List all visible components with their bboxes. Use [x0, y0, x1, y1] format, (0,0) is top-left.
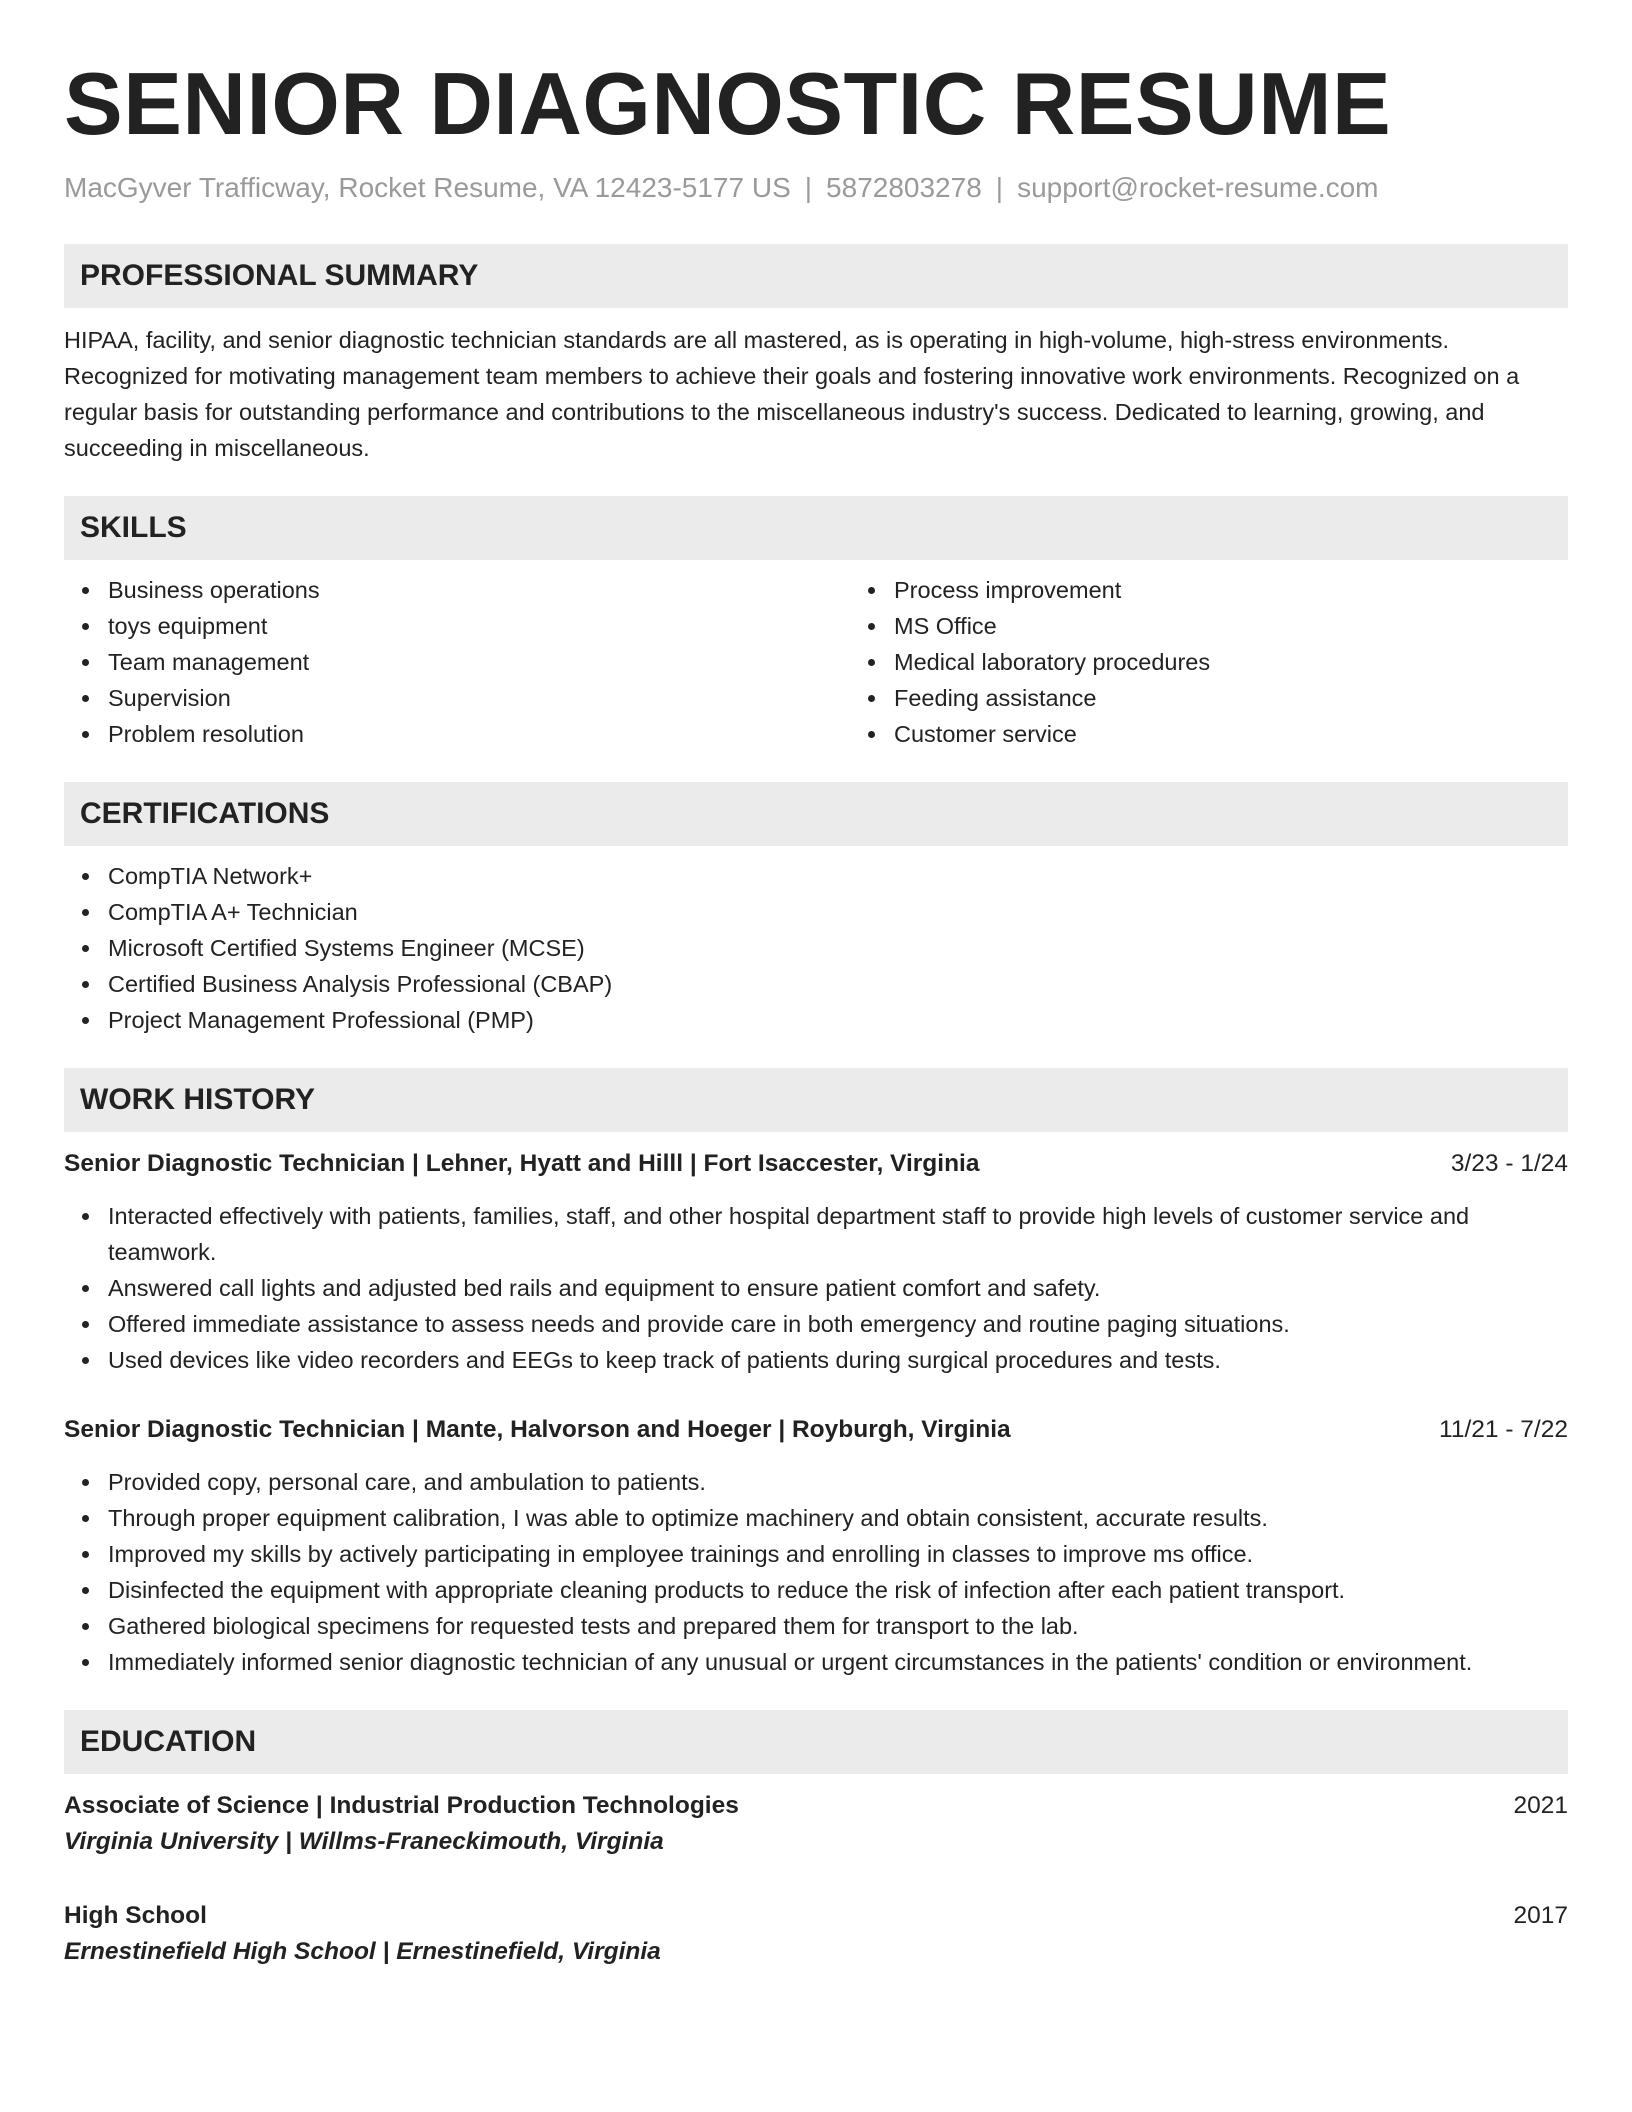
certification-item: CompTIA A+ Technician [108, 894, 1568, 930]
contact-separator: | [804, 172, 813, 203]
skill-item: Supervision [108, 680, 850, 716]
job-bullet: Immediately informed senior diagnostic technician of any unusual or urgent circumstances in the patients' condition or environment. [108, 1644, 1568, 1680]
job-bullet: Offered immediate assistance to assess needs and provide care in both emergency and routine paging situations. [108, 1306, 1568, 1342]
skill-item: Problem resolution [108, 716, 850, 752]
job-bullet: Provided copy, personal care, and ambulation to patients. [108, 1464, 1568, 1500]
education-entry [64, 1788, 1568, 1860]
education-heading: EDUCATION [64, 1710, 1568, 1774]
skills-list [64, 572, 1568, 752]
skill-item: Business operations [108, 572, 850, 608]
job-header [64, 1146, 1568, 1182]
contact-address: MacGyver Trafficway, Rocket Resume, VA 12423-5177 US [64, 172, 791, 203]
skill-item: Process improvement [894, 572, 1594, 608]
summary-heading: PROFESSIONAL SUMMARY [64, 244, 1568, 308]
job-bullet: Through proper equipment calibration, I was able to optimize machinery and obtain consistent, accurate results. [108, 1500, 1568, 1536]
education-entry [64, 1898, 1568, 1970]
work-history-heading: WORK HISTORY [64, 1068, 1568, 1132]
skills-column-2 [850, 572, 1594, 752]
skills-column-1 [64, 572, 850, 752]
education-header [64, 1788, 1568, 1824]
job-header [64, 1412, 1568, 1448]
job-bullets [64, 1464, 1568, 1680]
certifications-list [64, 858, 1568, 1038]
contact-line [64, 170, 1568, 206]
skills-heading: SKILLS [64, 496, 1568, 560]
job-title: Senior Diagnostic Technician | Lehner, Hyatt and Hilll | Fort Isaccester, Virginia [64, 1150, 980, 1177]
skill-item: MS Office [894, 608, 1594, 644]
education-year: 2021 [1513, 1792, 1568, 1819]
job-entry [64, 1146, 1568, 1378]
education-year: 2017 [1513, 1902, 1568, 1929]
job-bullet: Improved my skills by actively participating in employee trainings and enrolling in classes to improve ms office. [108, 1536, 1568, 1572]
skill-item: Team management [108, 644, 850, 680]
job-bullet: Answered call lights and adjusted bed rails and equipment to ensure patient comfort and safety. [108, 1270, 1568, 1306]
skill-item: Customer service [894, 716, 1594, 752]
skill-item: Medical laboratory procedures [894, 644, 1594, 680]
job-dates: 11/21 - 7/22 [1439, 1416, 1568, 1443]
contact-separator: | [995, 172, 1004, 203]
education-school: Virginia University | Willms-Franeckimouth, Virginia [64, 1828, 664, 1855]
job-entry [64, 1412, 1568, 1680]
contact-phone: 5872803278 [826, 172, 982, 203]
resume-title: SENIOR DIAGNOSTIC RESUME [64, 54, 1392, 153]
job-title: Senior Diagnostic Technician | Mante, Halvorson and Hoeger | Royburgh, Virginia [64, 1416, 1011, 1443]
certification-item: Microsoft Certified Systems Engineer (MCSE) [108, 930, 1568, 966]
contact-email: support@rocket-resume.com [1017, 172, 1379, 203]
skill-item: toys equipment [108, 608, 850, 644]
job-dates: 3/23 - 1/24 [1450, 1150, 1568, 1177]
certifications-heading: CERTIFICATIONS [64, 782, 1568, 846]
education-header [64, 1898, 1568, 1934]
job-bullet: Used devices like video recorders and EEGs to keep track of patients during surgical procedures and tests. [108, 1342, 1568, 1378]
certification-item: Certified Business Analysis Professional (CBAP) [108, 966, 1568, 1002]
education-degree: Associate of Science | Industrial Production Technologies [64, 1792, 739, 1819]
education-school: Ernestinefield High School | Ernestinefield, Virginia [64, 1938, 661, 1965]
job-bullet: Disinfected the equipment with appropriate cleaning products to reduce the risk of infection after each patient transport. [108, 1572, 1568, 1608]
certification-item: CompTIA Network+ [108, 858, 1568, 894]
job-bullet: Interacted effectively with patients, families, staff, and other hospital department staff to provide high levels of customer service and teamwork. [108, 1198, 1568, 1270]
job-bullets [64, 1198, 1568, 1378]
skill-item: Feeding assistance [894, 680, 1594, 716]
summary-text: HIPAA, facility, and senior diagnostic technician standards are all mastered, as is operating in high-volume, high-stress environments. Recognized for motivating management team members to achieve their goals and fostering innovative work environments. Recognized on a regular basis for outstanding performance and contributions to the miscellaneous industry's success. Dedicated to learning, growing, and succeeding in miscellaneous. [64, 327, 1520, 461]
job-bullet: Gathered biological specimens for requested tests and prepared them for transport to the lab. [108, 1608, 1568, 1644]
certification-item: Project Management Professional (PMP) [108, 1002, 1568, 1038]
education-degree: High School [64, 1902, 207, 1929]
